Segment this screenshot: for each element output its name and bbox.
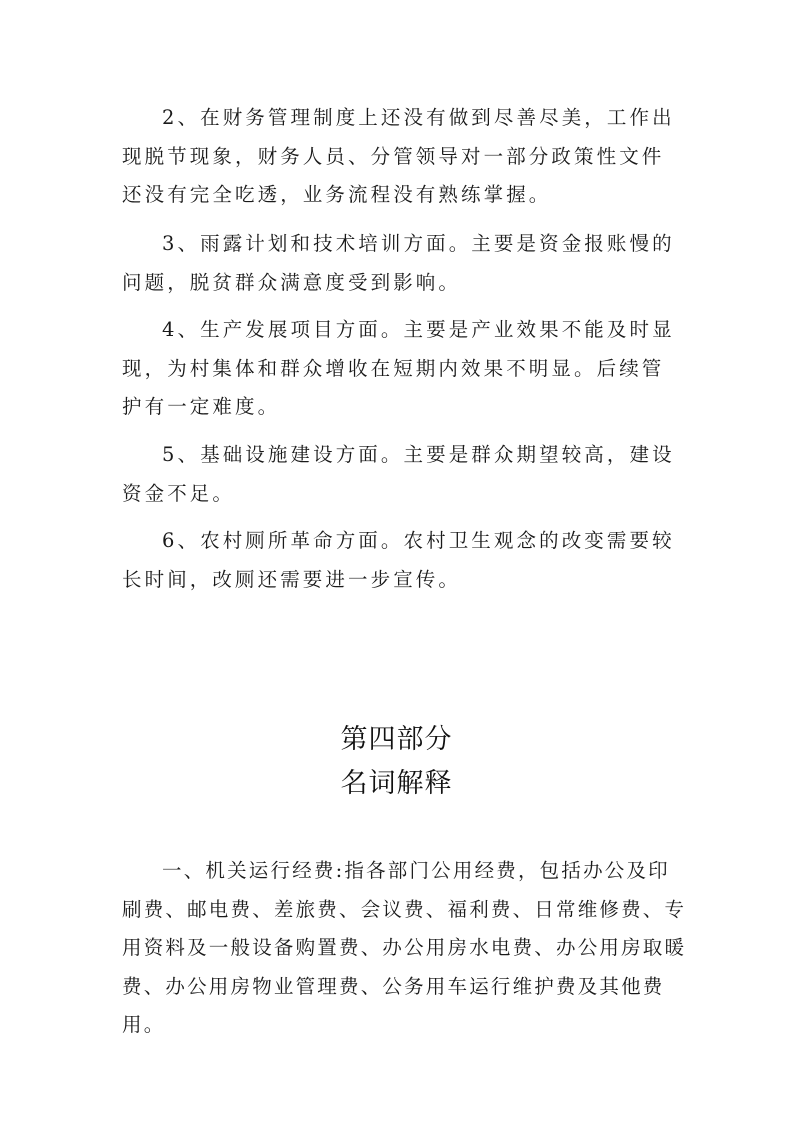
paragraph-yulu-training: 3、雨露计划和技术培训方面。主要是资金报账慢的问题，脱贫群众满意度受到影响。 xyxy=(122,232,675,294)
section-title: 第四部分 xyxy=(340,724,453,755)
paragraph-production-projects: 4、生产发展项目方面。主要是产业效果不能及时显现，为村集体和群众增收在短期内效果不明显。后续管护有一定难度。 xyxy=(122,318,675,418)
paragraph-finance-management: 2、在财务管理制度上还没有做到尽善尽美，工作出现脱节现象，财务人员、分管领导对一部分政策性文件还没有完全吃透，业务流程没有熟练掌握。 xyxy=(122,106,675,206)
definition-operating-expenses: 一、机关运行经费:指各部门公用经费，包括办公及印刷费、邮电费、差旅费、会议费、福利费、日常维修费、专用资料及一般设备购置费、办公用房水电费、办公用房取暖费、办公用房物业管理费、公务用车运行维护费及其他费用。 xyxy=(122,859,687,1036)
paragraph-toilet-revolution: 6、农村厕所革命方面。农村卫生观念的改变需要较长时间，改厕还需要进一步宣传。 xyxy=(122,529,675,591)
section-subtitle: 名词解释 xyxy=(340,768,453,799)
paragraph-infrastructure: 5、基础设施建设方面。主要是群众期望较高，建设资金不足。 xyxy=(122,443,675,505)
